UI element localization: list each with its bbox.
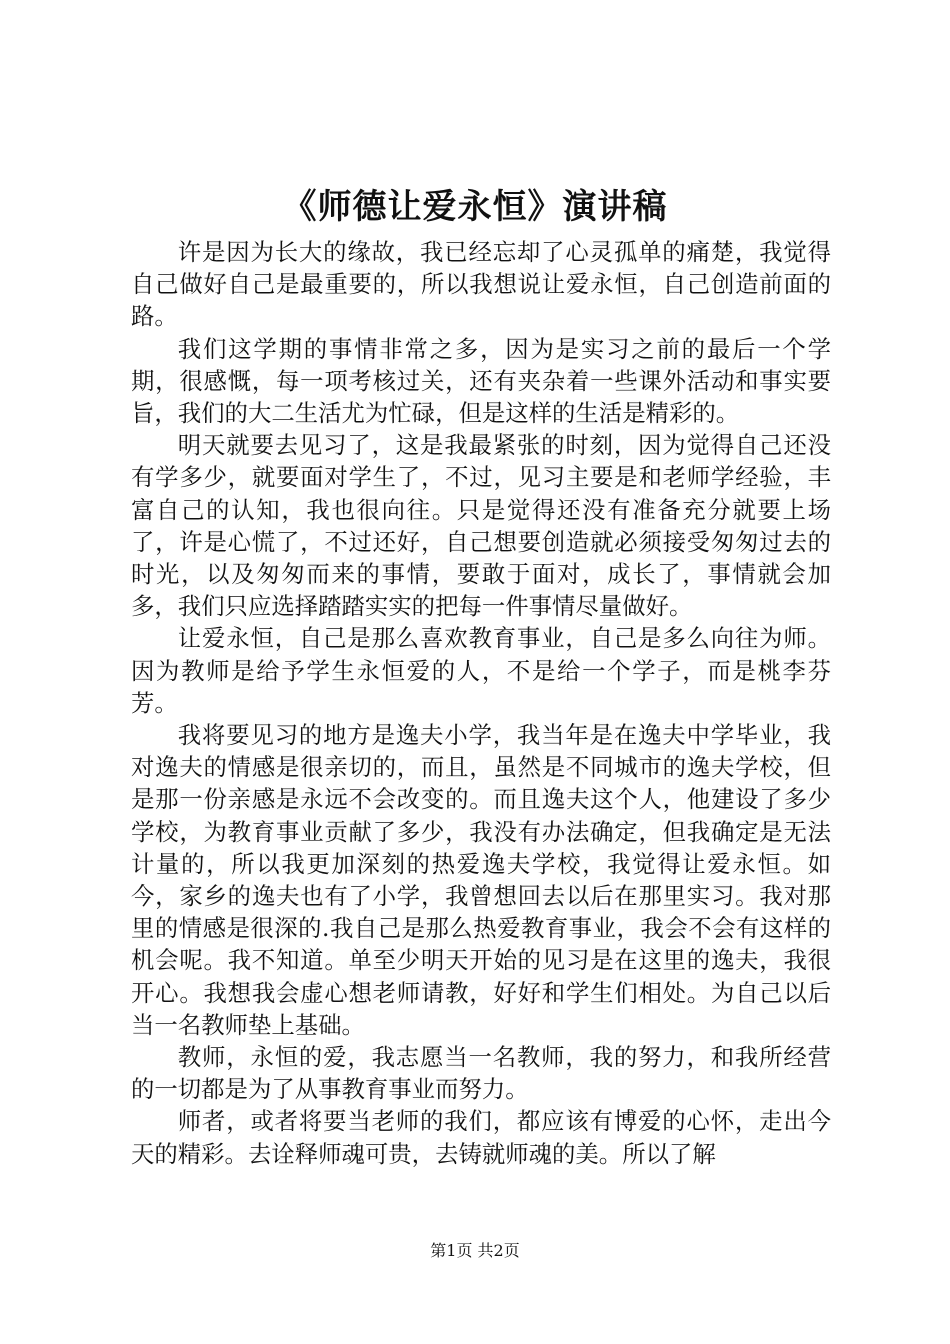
document-body	[131, 236, 831, 1170]
document-title: 《师德让爱永恒》演讲稿	[282, 187, 668, 227]
paragraph: 让爱永恒，自己是那么喜欢教育事业，自己是多么向往为师。因为教师是给予学生永恒爱的人，不是给一个学子，而是桃李芬芳。	[131, 624, 831, 717]
paragraph: 师者，或者将要当老师的我们，都应该有博爱的心怀，走出今天的精彩。去诠释师魂可贵，去铸就师魂的美。所以了解	[131, 1107, 831, 1168]
paragraph: 教师，永恒的爱，我志愿当一名教师，我的努力，和我所经营的一切都是为了从事教育事业而努力。	[131, 1043, 831, 1104]
paragraph: 明天就要去见习了，这是我最紧张的时刻，因为觉得自己还没有学多少，就要面对学生了，不过，见习主要是和老师学经验，丰富自己的认知，我也很向往。只是觉得还没有准备充分就要上场了，许是心慌了，不过还好，自己想要创造就必须接受匆匆过去的时光，以及匆匆而来的事情，要敢于面对，成长了，事情就会加多，我们只应选择踏踏实实的把每一件事情尽量做好。	[131, 431, 831, 621]
paragraph: 我将要见习的地方是逸夫小学，我当年是在逸夫中学毕业，我对逸夫的情感是很亲切的，而且，虽然是不同城市的逸夫学校，但是那一份亲感是永远不会改变的。而且逸夫这个人，他建设了多少学校，为教育事业贡献了多少，我没有办法确定，但我确定是无法计量的，所以我更加深刻的热爱逸夫学校，我觉得让爱永恒。如今，家乡的逸夫也有了小学，我曾想回去以后在那里实习。我对那里的情感是很深的.我自己是那么热爱教育事业，我会不会有这样的机会呢。我不知道。单至少明天开始的见习是在这里的逸夫，我很开心。我想我会虚心想老师请教，好好和学生们相处。为自己以后当一名教师垫上基础。	[131, 721, 831, 1039]
paragraph: 许是因为长大的缘故，我已经忘却了心灵孤单的痛楚，我觉得自己做好自己是最重要的，所以我想说让爱永恒，自己创造前面的路。	[131, 238, 831, 331]
page-number-footer: 第1页 共2页	[430, 1241, 520, 1260]
paragraph: 我们这学期的事情非常之多，因为是实习之前的最后一个学期，很感慨，每一项考核过关，还有夹杂着一些课外活动和事实要旨，我们的大二生活尤为忙碌，但是这样的生活是精彩的。	[131, 334, 831, 428]
